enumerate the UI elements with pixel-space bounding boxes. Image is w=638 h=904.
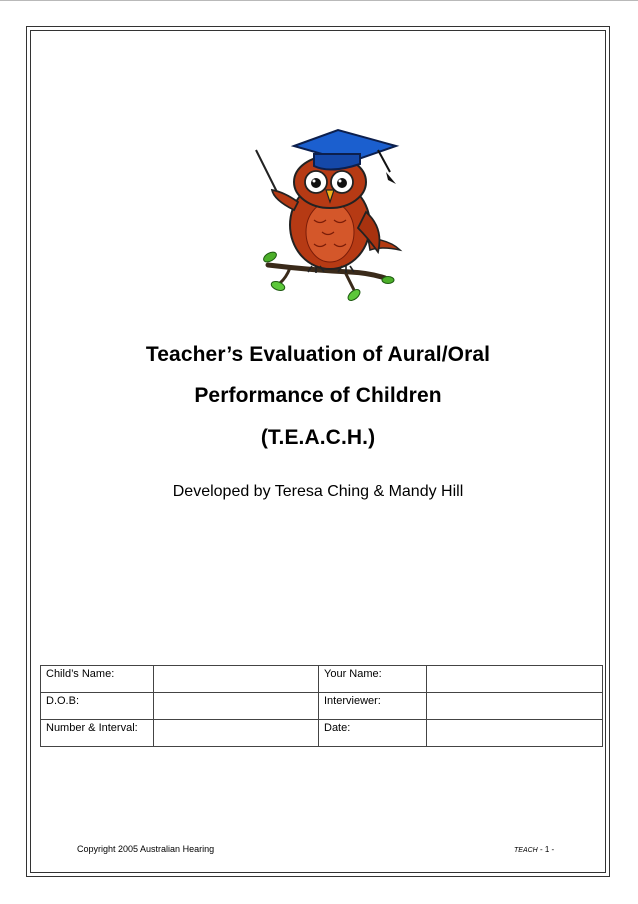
document-title-line-2: Performance of Children: [194, 384, 442, 407]
owl-graduate-icon: [250, 120, 410, 305]
number-interval-field[interactable]: [154, 720, 319, 747]
interviewer-label: Interviewer:: [319, 693, 427, 720]
copyright-notice: Copyright 2005 Australian Hearing: [77, 844, 215, 854]
details-form-table: [40, 665, 603, 747]
form-row-dob: [41, 693, 603, 720]
form-row-name: [41, 666, 603, 693]
dob-label: D.O.B:: [41, 693, 154, 720]
document-title-line-1: Teacher’s Evaluation of Aural/Oral: [145, 343, 491, 366]
interviewer-field[interactable]: [427, 693, 603, 720]
childs-name-label: Child’s Name:: [41, 666, 154, 693]
date-label: Date:: [319, 720, 427, 747]
form-row-number: [41, 720, 603, 747]
document-title-acronym: (T.E.A.C.H.): [260, 426, 376, 449]
date-field[interactable]: [427, 720, 603, 747]
your-name-field[interactable]: [427, 666, 603, 693]
dob-field[interactable]: [154, 693, 319, 720]
document-name: TEACH: [514, 847, 538, 854]
page-footer-right: [514, 845, 554, 854]
your-name-label: Your Name:: [319, 666, 427, 693]
number-interval-label: Number & Interval:: [41, 720, 154, 747]
developed-by: Developed by Teresa Ching & Mandy Hill: [172, 483, 464, 500]
childs-name-field[interactable]: [154, 666, 319, 693]
page-number: - 1 -: [539, 845, 555, 854]
page-top-border: [0, 0, 638, 1]
